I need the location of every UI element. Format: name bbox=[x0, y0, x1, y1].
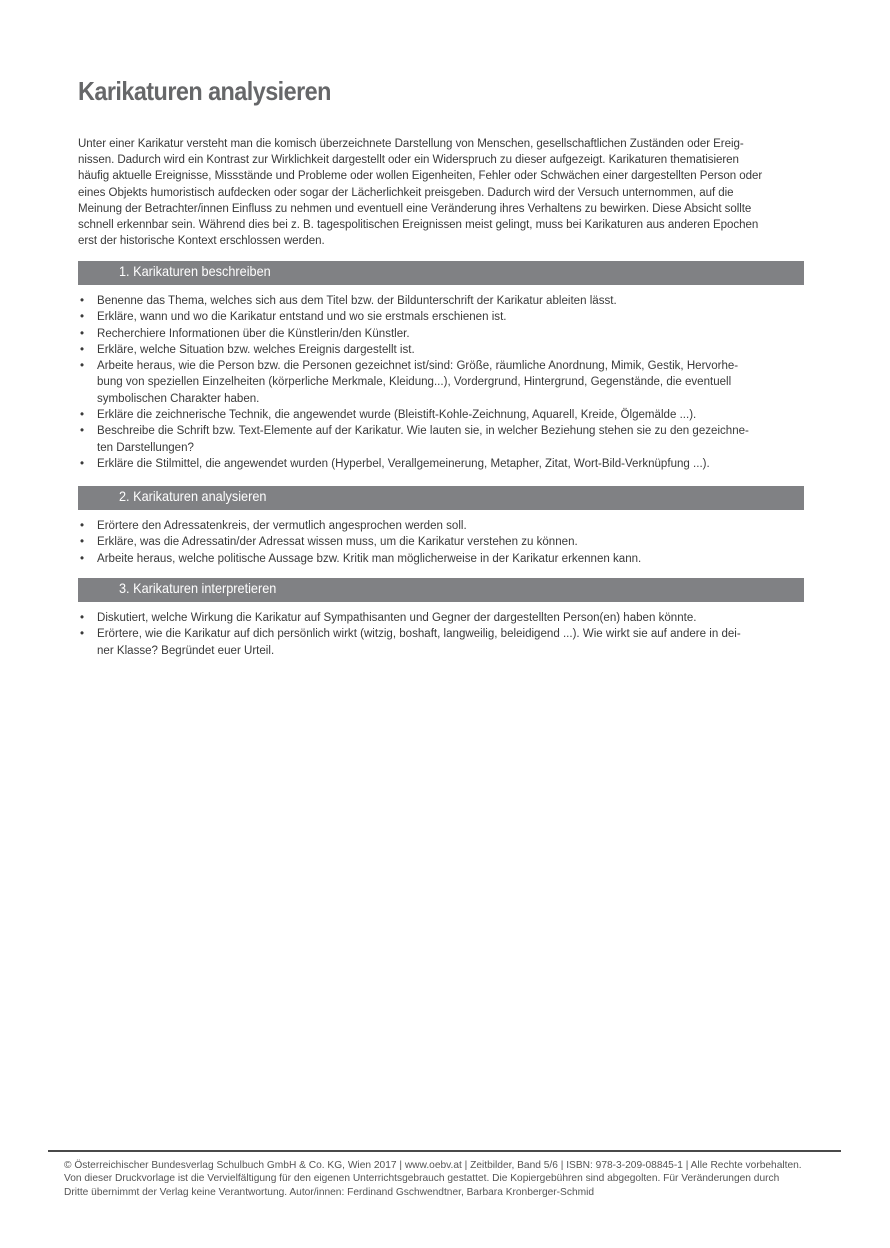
section-list-analysieren bbox=[78, 518, 808, 567]
list-item bbox=[78, 309, 808, 325]
list-item-text: Benenne das Thema, welches sich aus dem Titel bzw. der Bildunterschrift der Karikatur ableiten lässt. bbox=[97, 295, 617, 307]
intro-line: schnell erkennbar sein. Während dies bei z. B. tagespolitischen Ereignissen meist gelingt, muss bei Karikaturen aus anderen Epochen bbox=[78, 219, 759, 232]
list-item-text: Arbeite heraus, wie die Person bzw. die Personen gezeichnet ist/sind: Größe, räumliche Anordnung, Mimik, Gestik, Hervorhe- bbox=[97, 360, 739, 373]
footer-line: Von dieser Druckvorlage ist die Vervielfältigung für den eigenen Unterrichtsgebrauch gestattet. Die Kopiergebühren sind abgegolten. Für Veränderungen durch bbox=[64, 1173, 780, 1185]
section-list-beschreiben bbox=[78, 293, 808, 472]
list-item bbox=[78, 293, 808, 309]
list-item bbox=[78, 518, 808, 534]
bullet-icon: • bbox=[80, 409, 85, 422]
section-list-interpretieren bbox=[78, 610, 808, 659]
section-heading-interpretieren bbox=[78, 578, 804, 602]
list-item-text: Erörtere, wie die Karikatur auf dich persönlich wirkt (witzig, boshaft, langweilig, beleidigend ...). Wie wirkt sie auf andere in dei- bbox=[97, 628, 741, 641]
bullet-icon: • bbox=[80, 327, 85, 340]
footer-line: © Österreichischer Bundesverlag Schulbuch GmbH & Co. KG, Wien 2017 | www.oebv.at | Zeitbilder, Band 5/6 | ISBN: 978-3-209-08845-1 | Alle Rechte vorbehalten. bbox=[64, 1160, 802, 1171]
list-item bbox=[78, 423, 808, 456]
list-item-text: Erkläre die Stilmittel, die angewendet wurden (Hyperbel, Verallgemeinerung, Metapher, Zitat, Wort-Bild-Verknüpfung ...). bbox=[97, 457, 710, 470]
footer-line: Dritte übernimmt der Verlag keine Verantwortung. Autor/innen: Ferdinand Gschwendtner, Barbara Kronberger-Schmid bbox=[64, 1186, 595, 1198]
list-item-text: ner Klasse? Begründet euer Urteil. bbox=[97, 644, 275, 657]
list-item bbox=[78, 326, 808, 342]
section-heading-label: 1. Karikaturen beschreiben bbox=[119, 264, 271, 279]
bullet-icon: • bbox=[80, 628, 85, 641]
list-item bbox=[78, 551, 808, 567]
list-item bbox=[78, 456, 808, 472]
section-heading-beschreiben bbox=[78, 261, 804, 285]
bullet-icon: • bbox=[80, 343, 85, 356]
footer-copyright bbox=[64, 1159, 844, 1199]
section-heading-label: 2. Karikaturen analysieren bbox=[119, 489, 267, 504]
section-heading-label: 3. Karikaturen interpretieren bbox=[119, 581, 277, 596]
list-item-text: Beschreibe die Schrift bzw. Text-Elemente auf der Karikatur. Wie lauten sie, in welcher Beziehung stehen sie zu den gezeichne- bbox=[97, 425, 749, 438]
list-item-text: Erkläre, was die Adressatin/der Adressat wissen muss, um die Karikatur verstehen zu können. bbox=[97, 536, 578, 549]
section-heading-analysieren bbox=[78, 486, 804, 510]
bullet-icon: • bbox=[80, 311, 85, 324]
list-item-text: Erkläre die zeichnerische Technik, die angewendet wurde (Bleistift-Kohle-Zeichnung, Aquarell, Kreide, Ölgemälde ...). bbox=[97, 409, 697, 422]
intro-line: nissen. Dadurch wird ein Kontrast zur Wirklichkeit dargestellt oder ein Widerspruch zu dieser aufgezeigt. Karikaturen thematisieren bbox=[78, 154, 739, 167]
intro-line: Unter einer Karikatur versteht man die komisch überzeichnete Darstellung von Menschen, gesellschaftlichen Zuständen oder Ereig- bbox=[78, 138, 744, 150]
list-item bbox=[78, 534, 808, 550]
list-item bbox=[78, 407, 808, 423]
list-item bbox=[78, 610, 808, 626]
list-item-text: Erkläre, wann und wo die Karikatur entstand und wo sie erstmals erschienen ist. bbox=[97, 311, 507, 324]
intro-line: erst der historische Kontext erschlossen werden. bbox=[78, 235, 325, 248]
bullet-icon: • bbox=[80, 425, 85, 438]
page-title: Karikaturen analysieren bbox=[78, 76, 331, 106]
list-item bbox=[78, 358, 808, 407]
footer-divider bbox=[48, 1150, 841, 1152]
list-item-text: Erkläre, welche Situation bzw. welches Ereignis dargestellt ist. bbox=[97, 343, 415, 356]
bullet-icon: • bbox=[80, 520, 85, 532]
bullet-icon: • bbox=[80, 552, 85, 565]
intro-paragraph bbox=[78, 136, 804, 249]
bullet-icon: • bbox=[80, 295, 85, 307]
list-item-text: bung von speziellen Einzelheiten (körperliche Merkmale, Kleidung...), Vordergrund, Hintergrund, Gegenstände, die eventuell bbox=[97, 376, 732, 389]
intro-line: Meinung der Betrachter/innen Einfluss zu nehmen und eventuell eine Veränderung ihres Verhaltens zu bewirken. Diese Absicht sollte bbox=[78, 202, 752, 215]
intro-line: eines Objekts humoristisch aufdecken oder sogar der Lächerlichkeit preisgeben. Dadurch wird der Versuch unternommen, auf die bbox=[78, 186, 734, 199]
list-item-text: symbolischen Charakter haben. bbox=[97, 392, 260, 405]
list-item-text: Erörtere den Adressatenkreis, der vermutlich angesprochen werden soll. bbox=[97, 520, 467, 532]
list-item-text: Arbeite heraus, welche politische Aussage bzw. Kritik man möglicherweise in der Karikatur erkennen kann. bbox=[97, 552, 642, 565]
bullet-icon: • bbox=[80, 536, 85, 549]
bullet-icon: • bbox=[80, 612, 85, 624]
list-item bbox=[78, 342, 808, 358]
list-item-text: ten Darstellungen? bbox=[97, 441, 194, 454]
intro-line: häufig aktuelle Ereignisse, Missstände und Probleme oder wollen Eigenheiten, Fehler oder Schwächen einer dargestellten Person oder bbox=[78, 170, 763, 183]
list-item-text: Recherchiere Informationen über die Künstlerin/den Künstler. bbox=[97, 327, 410, 340]
bullet-icon: • bbox=[80, 360, 85, 373]
list-item-text: Diskutiert, welche Wirkung die Karikatur auf Sympathisanten und Gegner der dargestellten Person(en) haben könnte. bbox=[97, 612, 697, 624]
bullet-icon: • bbox=[80, 457, 85, 470]
list-item bbox=[78, 626, 808, 659]
